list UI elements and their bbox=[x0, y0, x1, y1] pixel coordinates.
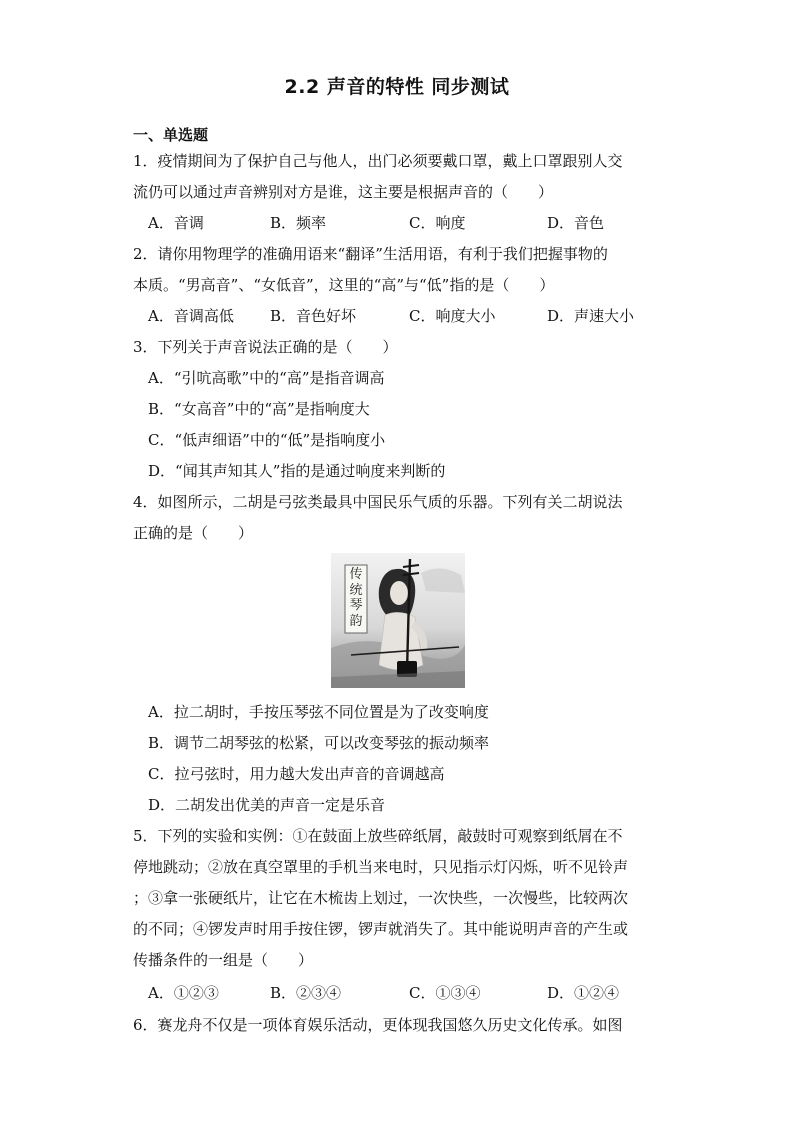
q2-option-a: A．音调高低 bbox=[148, 307, 234, 325]
image-calligraphy-text: 传统琴韵 bbox=[349, 567, 363, 629]
q4-option-a: A．拉二胡时，手按压琴弦不同位置是为了改变响度 bbox=[148, 703, 489, 721]
q1-option-d: D．音色 bbox=[547, 214, 605, 232]
q5-stem-line-5: 传播条件的一组是（ ） bbox=[133, 951, 314, 969]
q3-stem-line-1: 3．下列关于声音说法正确的是（ ） bbox=[133, 338, 398, 356]
q1-option-c: C．响度 bbox=[409, 214, 466, 232]
q5-option-d: D．①②④ bbox=[547, 984, 620, 1002]
q5-stem-line-4: 的不同；④锣发声时用手按住锣，锣声就消失了。其中能说明声音的产生或 bbox=[133, 920, 629, 938]
q3-option-a: A．“引吭高歌”中的“高”是指音调高 bbox=[148, 369, 385, 387]
q2-stem-line-1: 2．请你用物理学的准确用语来“翻译”生活用语，有利于我们把握事物的 bbox=[133, 245, 608, 263]
q1-stem-line-2: 流仍可以通过声音辨别对方是谁，这主要是根据声音的（ ） bbox=[133, 183, 554, 201]
q6-stem-line-1: 6．赛龙舟不仅是一项体育娱乐活动，更体现我国悠久历史文化传承。如图 bbox=[133, 1016, 623, 1034]
q1-option-a: A．音调 bbox=[148, 214, 204, 232]
q1-option-b: B．频率 bbox=[270, 214, 327, 232]
q5-stem-line-3: ；③拿一张硬纸片，让它在木梳齿上划过，一次快些，一次慢些，比较两次 bbox=[133, 889, 629, 907]
q4-option-b: B．调节二胡琴弦的松紧，可以改变琴弦的振动频率 bbox=[148, 734, 490, 752]
erhu-photo bbox=[331, 553, 465, 688]
section-heading: 一、单选题 bbox=[133, 126, 209, 144]
q1-stem-line-1: 1．疫情期间为了保护自己与他人，出门必须要戴口罩，戴上口罩跟别人交 bbox=[133, 152, 623, 170]
q3-option-d: D．“闻其声知其人”指的是通过响度来判断的 bbox=[148, 462, 446, 480]
q3-option-c: C．“低声细语”中的“低”是指响度小 bbox=[148, 431, 386, 449]
q2-option-b: B．音色好坏 bbox=[270, 307, 357, 325]
q2-option-c: C．响度大小 bbox=[409, 307, 496, 325]
q5-option-b: B．②③④ bbox=[270, 984, 342, 1002]
q4-option-c: C．拉弓弦时，用力越大发出声音的音调越高 bbox=[148, 765, 445, 783]
q2-stem-line-2: 本质。“男高音”、“女低音”，这里的“高”与“低”指的是（ ） bbox=[133, 276, 555, 294]
q4-stem-line-1: 4．如图所示，二胡是弓弦类最具中国民乐气质的乐器。下列有关二胡说法 bbox=[133, 493, 623, 511]
q4-option-d: D．二胡发出优美的声音一定是乐音 bbox=[148, 796, 386, 814]
q5-stem-line-2: 停地跳动；②放在真空罩里的手机当来电时，只见指示灯闪烁，听不见铃声 bbox=[133, 858, 629, 876]
q2-option-d: D．声速大小 bbox=[547, 307, 635, 325]
q5-option-a: A．①②③ bbox=[148, 984, 219, 1002]
q3-option-b: B．“女高音”中的“高”是指响度大 bbox=[148, 400, 370, 418]
q5-stem-line-1: 5．下列的实验和实例：①在鼓面上放些碎纸屑，敲鼓时可观察到纸屑在不 bbox=[133, 827, 623, 845]
q5-option-c: C．①③④ bbox=[409, 984, 481, 1002]
q4-stem-line-2: 正确的是（ ） bbox=[133, 524, 254, 542]
document-title: 2.2 声音的特性 同步测试 bbox=[284, 76, 510, 98]
